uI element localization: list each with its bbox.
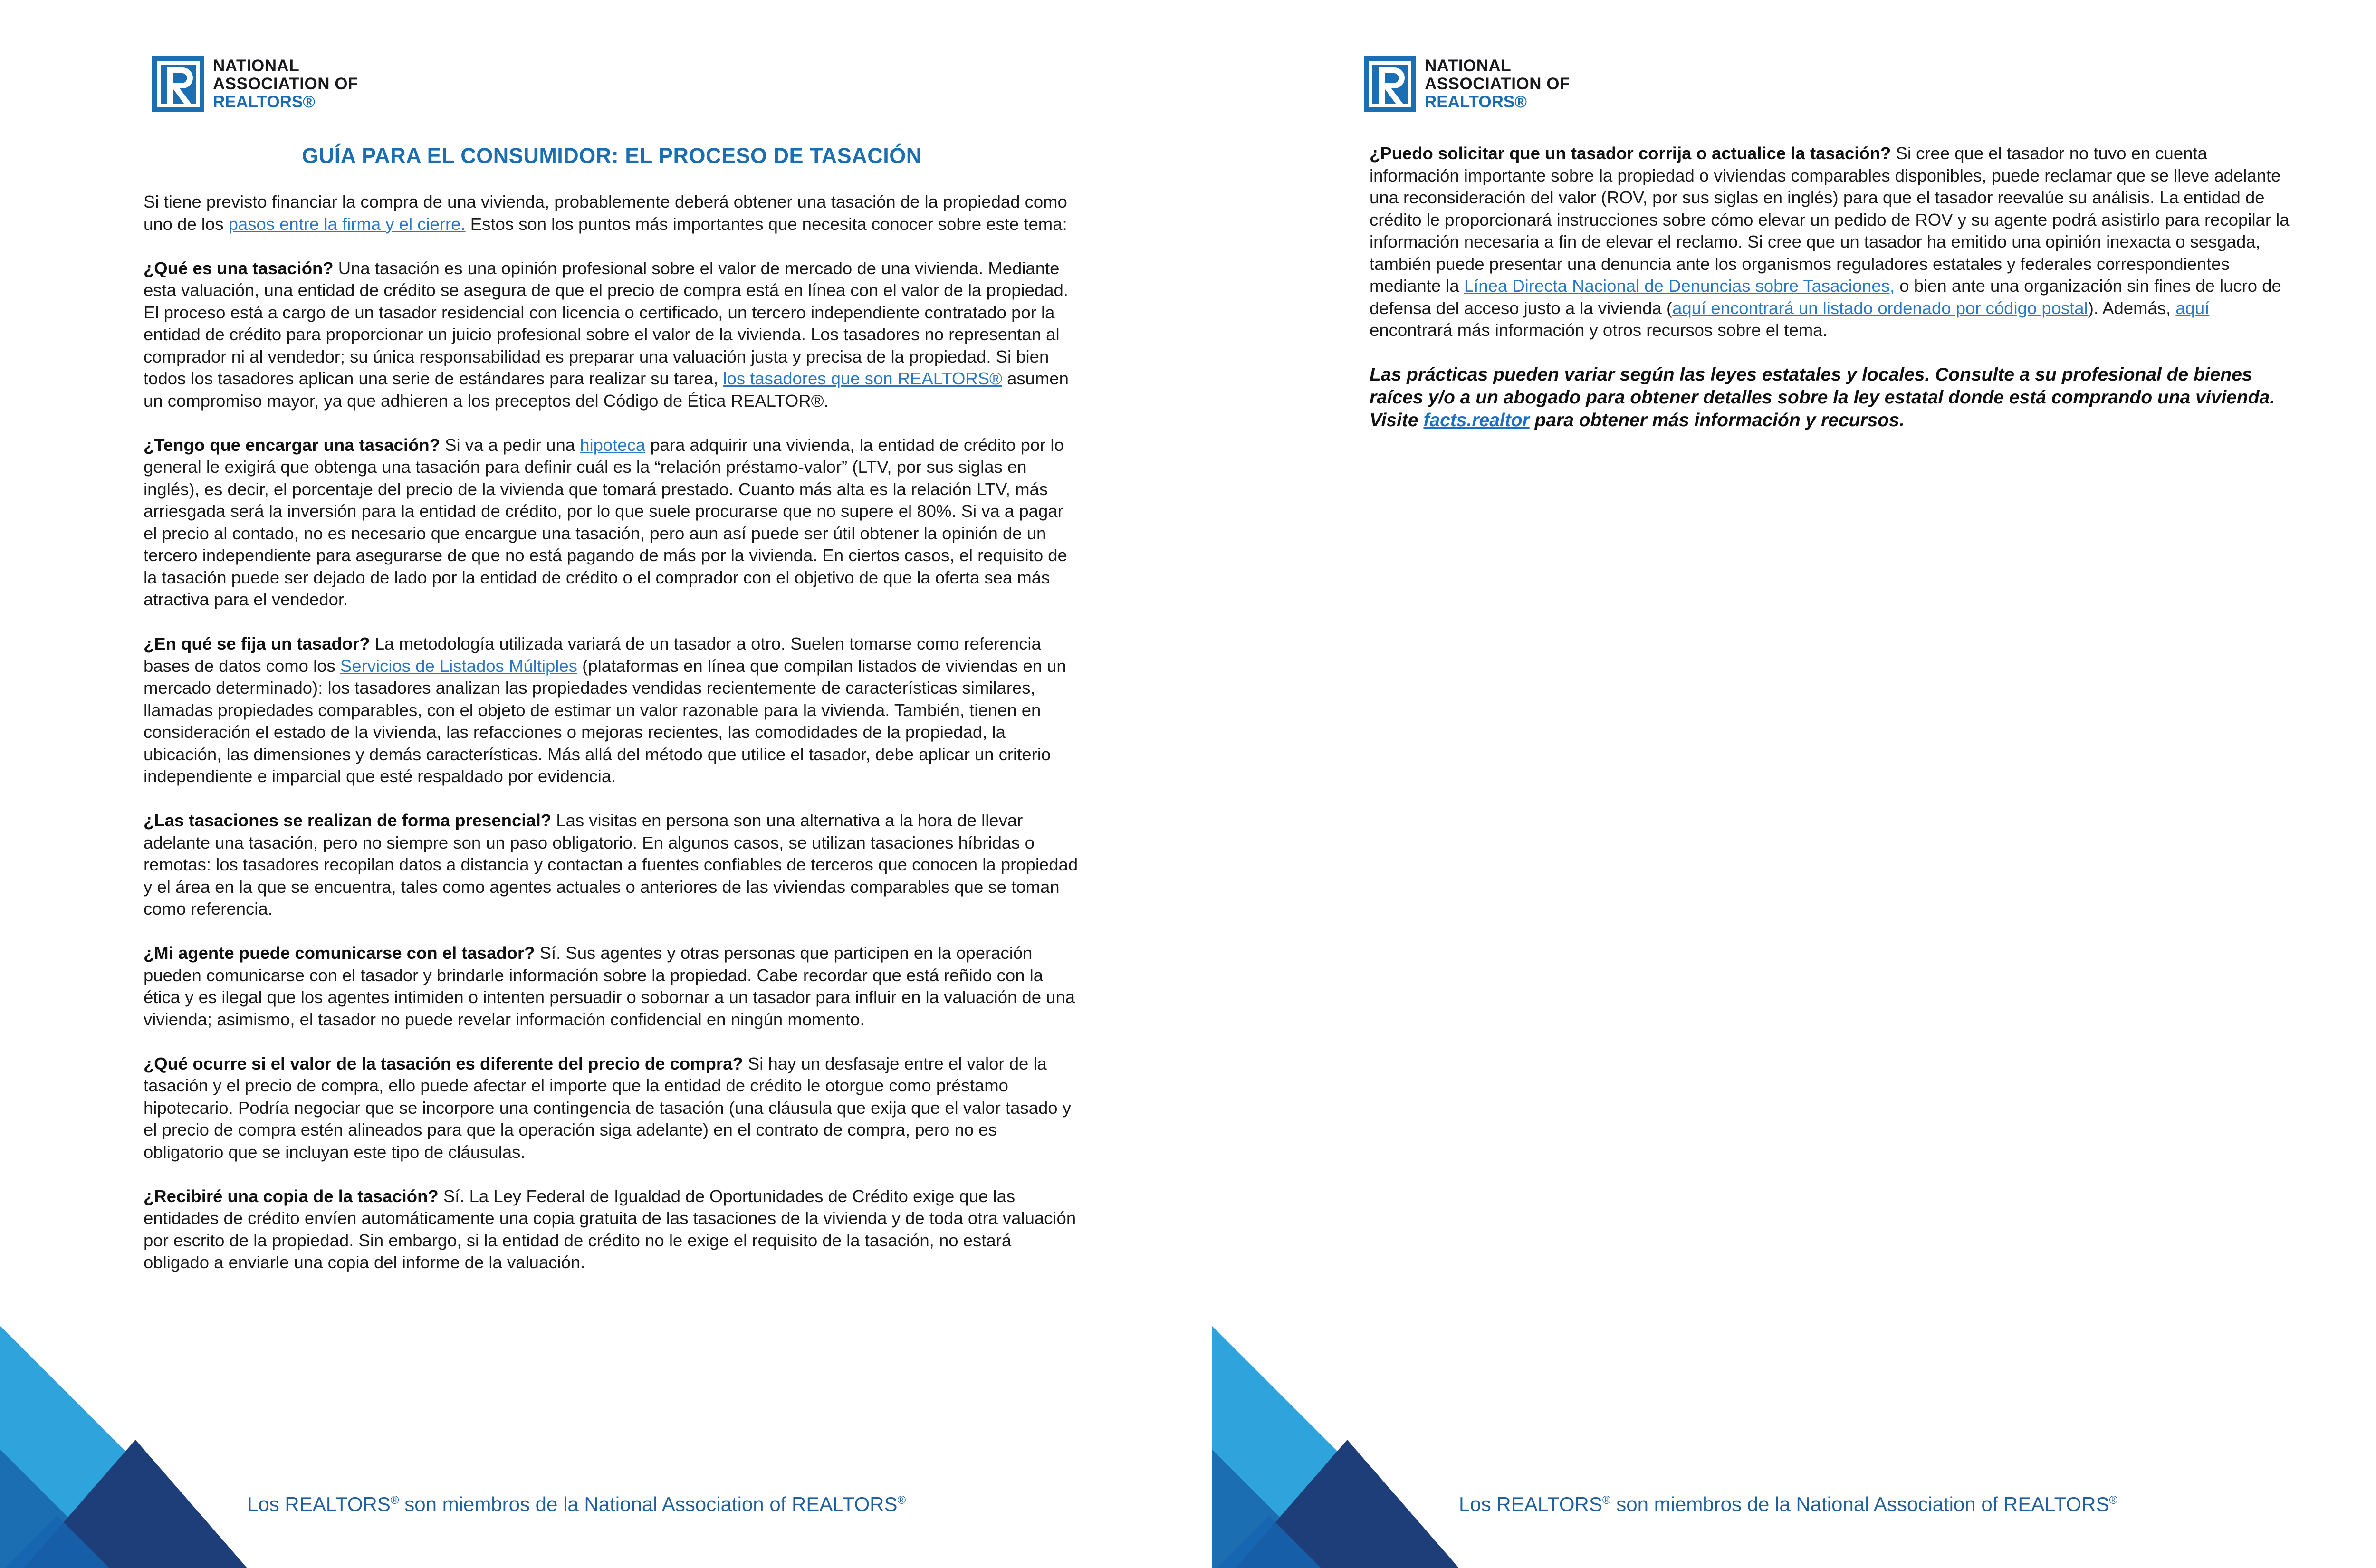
link-mortgage[interactable]: hipoteca — [580, 435, 646, 455]
intro-paragraph — [144, 191, 1080, 235]
section-text: La metodología utilizada variará de un tasador a otro. Suelen tomarse como referencia bases de datos como los — [144, 634, 1041, 676]
link-more-info-here[interactable]: aquí — [2175, 298, 2210, 318]
section-text: Las visitas en persona son una alternativa a la hora de llevar adelante una tasación, pero no siempre son un paso obligatorio. En algunos casos, se utilizan tasaciones híbridas o remotas: los tasadores recopilan datos a distancia y contactan a fuentes confiables de terceros que conocen la propiedad y el área en la que se encuentra, tales como agentes actuales o anteriores de las viviendas comparables que se toman como referencia. — [144, 811, 1078, 918]
section-what-is-appraisal — [144, 258, 1080, 412]
logo-wordmark — [1425, 57, 1570, 111]
section-text: Sí. Sus agentes y otras personas que participen en la operación pueden comunicarse con el tasador y brindarle información sobre la propiedad. Cabe recordar que está reñido con la ética y es ilegal que los agentes intimiden o intenten persuadir o sobornar a un tasador para influir en la valuación de una vivienda; asimismo, el tasador no puede revelar información confidencial en ningún momento. — [144, 943, 1075, 1029]
link-zip-code-list[interactable]: aquí encontrará un listado ordenado por código postal — [1672, 298, 2088, 318]
footer-sup-end: ® — [2109, 1494, 2118, 1507]
corner-triangles-decoration — [1212, 1326, 1459, 1568]
footer-sup-end: ® — [897, 1494, 906, 1507]
section-need-appraisal — [144, 434, 1080, 611]
section-in-person — [144, 810, 1080, 920]
section-heading: ¿Qué es una tasación? — [144, 258, 334, 278]
section-what-appraiser-looks-at — [144, 633, 1080, 788]
section-text-3: ). Además, — [2088, 298, 2176, 318]
footer-sup: ® — [1602, 1494, 1611, 1507]
section-heading: ¿Tengo que encargar una tasación? — [144, 435, 440, 455]
section-text: Sí. La Ley Federal de Igualdad de Oportunidades de Crédito exige que las entidades de crédito envíen automáticamente una copia gratuita de las tasaciones de la vivienda y de toda otra valuación por escrito de la propiedad. Sin embargo, si la entidad de crédito no le exige el requisito de la tasación, no estará obligado a enviarle una copia del informe de la valuación. — [144, 1186, 1076, 1272]
page-title: GUÍA PARA EL CONSUMIDOR: EL PROCESO DE TASACIÓN — [302, 143, 922, 168]
section-request-correction — [1370, 143, 2296, 342]
nar-logo[interactable] — [152, 56, 358, 112]
realtor-r-logo-icon — [1364, 56, 1416, 112]
section-heading: ¿En qué se fija un tasador? — [144, 634, 370, 653]
page-1-body — [144, 191, 1080, 1296]
section-heading: ¿Recibiré una copia de la tasación? — [144, 1186, 439, 1206]
section-text: Si cree que el tasador no tuvo en cuenta información importante sobre la propiedad o viviendas comparables disponibles, puede reclamar que se lleve adelante una reconsideración del valor (ROV, por sus siglas en inglés) para que el tasador reevalúe su análisis. La entidad de crédito le proporcionará instrucciones sobre cómo elevar un pedido de ROV y su agente podrá asistirlo para recopilar la información necesaria a fin de elevar el reclamo. Si cree que un tasador ha emitido una opinión inexacta o sesgada, también puede presentar una denuncia ante los organismos reguladores estatales y federales correspondientes mediante la — [1370, 143, 2290, 296]
section-text-4: encontrará más información y otros recursos sobre el tema. — [1370, 320, 1828, 340]
footer-text-b: son miembros de la National Association of REALTORS — [1610, 1493, 2109, 1515]
section-text-2: o bien ante una organización sin fines de lucro de defensa del acceso justo a la vivienda ( — [1370, 276, 2281, 318]
corner-triangles-decoration — [0, 1326, 247, 1568]
section-receive-copy — [144, 1186, 1080, 1274]
section-heading: ¿Puedo solicitar que un tasador corrija o actualice la tasación? — [1370, 143, 1891, 163]
section-text: Una tasación es una opinión profesional sobre el valor de mercado de una vivienda. Mediante esta valuación, una entidad de crédito se asegura de que el precio de compra está en línea con el valor de la propiedad. El proceso está a cargo de un tasador residencial con licencia o certificado, un tercero independiente contratado por la entidad de crédito para proporcionar un juicio profesional sobre el valor de la vivienda. Los tasadores no representan al comprador ni al vendedor; su única responsabilidad es preparar una valuación justa y precisa de la propiedad. Si bien todos los tasadores aplican una serie de estándares para realizar su tarea, — [144, 258, 1068, 388]
section-heading: ¿Mi agente puede comunicarse con el tasador? — [144, 943, 535, 963]
link-national-complaint-hotline[interactable]: Línea Directa Nacional de Denuncias sobre Tasaciones, — [1464, 276, 1895, 296]
section-value-differs — [144, 1053, 1080, 1164]
realtor-r-logo-icon — [152, 56, 204, 112]
nar-logo[interactable] — [1364, 56, 1570, 112]
section-text-end: asumen un compromiso mayor, ya que adhieren a los preceptos del Código de Ética REALTOR®. — [144, 369, 1069, 411]
section-heading: ¿Las tasaciones se realizan de forma presencial? — [144, 811, 552, 830]
footer-membership-text — [1459, 1493, 2117, 1516]
section-heading: ¿Qué ocurre si el valor de la tasación es diferente del precio de compra? — [144, 1053, 743, 1073]
page-2-body — [1370, 143, 2296, 454]
logo-wordmark — [213, 57, 358, 111]
link-mls[interactable]: Servicios de Listados Múltiples — [340, 656, 577, 676]
logo-line-3: REALTORS® — [1425, 93, 1527, 111]
footer-sup: ® — [390, 1494, 399, 1507]
link-facts-realtor[interactable]: facts.realtor — [1423, 410, 1530, 430]
footer-text-a: Los REALTORS — [247, 1493, 391, 1515]
logo-line-2: ASSOCIATION OF — [1425, 75, 1570, 93]
logo-line-1: NATIONAL — [213, 57, 300, 75]
logo-line-2: ASSOCIATION OF — [213, 75, 358, 93]
link-steps-signing-closing[interactable]: pasos entre la firma y el cierre. — [228, 214, 466, 234]
note-text-end: para obtener más información y recursos. — [1529, 410, 1905, 430]
link-appraisers-realtors[interactable]: los tasadores que son REALTORS® — [723, 369, 1002, 388]
footer-membership-text — [247, 1493, 906, 1516]
note-text: Las prácticas pueden variar según las leyes estatales y locales. Consulte a su profesional de bienes raíces y/o a un abogado para obtener detalles sobre la ley estatal donde está comprando una vivienda. Visite — [1370, 364, 2275, 430]
footer-text-a: Los REALTORS — [1459, 1493, 1602, 1515]
logo-line-1: NATIONAL — [1425, 57, 1512, 75]
section-text: Si hay un desfasaje entre el valor de la tasación y el precio de compra, ello puede afectar el importe que la entidad de crédito le otorgue como préstamo hipotecario. Podría negociar que se incorpore una contingencia de tasación (una cláusula que exija que el valor tasado y el precio de compra estén alineados para que la operación siga adelante) en el contrato de compra, pero no es obligatorio que se incluyan este tipo de cláusulas. — [144, 1053, 1072, 1162]
page-2 — [1212, 0, 2376, 1568]
section-agent-communicate — [144, 942, 1080, 1031]
footer-text-b: son miembros de la National Association of REALTORS — [399, 1493, 898, 1515]
section-text-end: para adquirir una vivienda, la entidad de crédito por lo general le exigirá que obtenga una tasación para definir cuál es la “relación préstamo-valor” (LTV, por sus siglas en inglés), es decir, el porcentaje del precio de la vivienda que tomará prestado. Cuanto más alta es la relación LTV, más arriesgada será la inversión para la entidad de crédito, por lo que suele procurarse que no supere el 80%. Si va a pagar el precio al contado, no es necesario que encargue una tasación, pero aun así puede ser útil obtener la opinión de un tercero independiente para asegurarse de que no está pagando de más por la vivienda. En ciertos casos, el requisito de la tasación puede ser dejado de lado por la entidad de crédito o el comprador con el objetivo de que la oferta sea más atractiva para el vendedor. — [144, 435, 1067, 609]
section-text-end: (plataformas en línea que compilan listados de viviendas en un mercado determinado): los tasadores analizan las propiedades vendidas recientemente de características similares, llamadas propiedades comparables, con el objeto de estimar un valor razonable para la vivienda. También, tienen en consideración el estado de la vivienda, las refacciones o mejoras recientes, las comodidades de la propiedad, la ubicación, las dimensiones y demás características. Más allá del método que utilice el tasador, debe aplicar un criterio independiente e imparcial que esté respaldado por evidencia. — [144, 656, 1066, 786]
logo-line-3: REALTORS® — [213, 93, 316, 111]
disclaimer-note — [1370, 363, 2296, 432]
intro-text: Si tiene previsto financiar la compra de una vivienda, probablemente deberá obtener una tasación de la propiedad como uno de los — [144, 192, 1067, 234]
intro-text-end: Estos son los puntos más importantes que necesita conocer sobre este tema: — [465, 214, 1067, 234]
section-text: Si va a pedir una — [440, 435, 580, 455]
